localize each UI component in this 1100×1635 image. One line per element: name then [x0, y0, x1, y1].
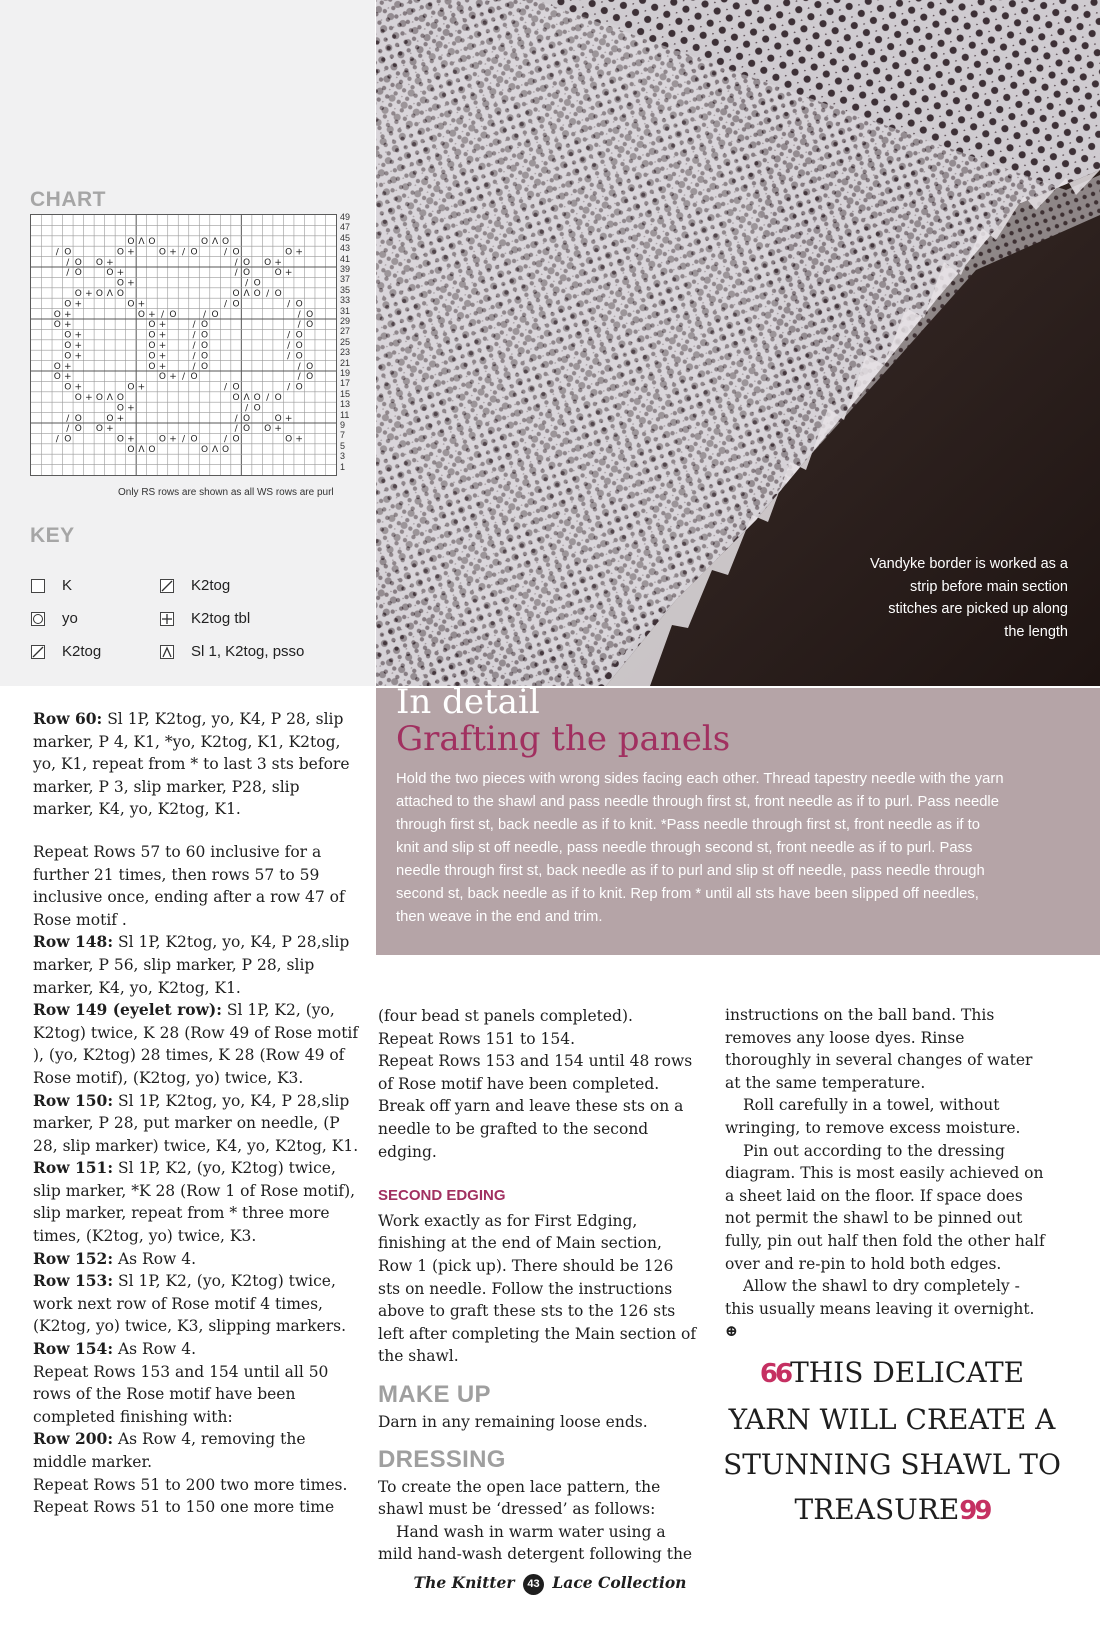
chart-stitch-symbol: O: [200, 445, 209, 455]
chart-stitch-symbol: O: [200, 361, 209, 372]
row-150: [33, 1090, 361, 1158]
chart-stitch-symbol: O: [64, 247, 72, 258]
chart-stitch-symbol: O: [285, 247, 293, 258]
instructions-column-1: [33, 708, 361, 1519]
row-148: [33, 931, 361, 999]
instructions-column-2: [378, 1005, 700, 1566]
close-quote-icon: 99: [959, 1496, 990, 1526]
chart-row-number: 31: [340, 305, 351, 316]
chart-stitch-symbol: O: [243, 257, 251, 268]
chart-heading: CHART: [30, 188, 106, 211]
row-text: Sl 1P, K2, (yo, K2tog) twice, K 28 (Row 49 of Rose motif ), (yo, K2tog) 28 times, K 28 (Row 49 of Rose motif), (K2tog, yo) twice, K3.: [33, 1001, 359, 1087]
chart-stitch-symbol: O: [306, 361, 314, 372]
chart-stitch-symbol: /: [160, 309, 164, 320]
chart-row-number: 47: [340, 222, 351, 233]
chart-stitch-symbol: /: [287, 330, 291, 341]
chart-stitch-symbol: O: [274, 393, 282, 403]
row-label: Row 60:: [33, 709, 103, 728]
chart-stitch-symbol: O: [295, 330, 303, 341]
chart-stitch-symbol: /: [55, 247, 59, 258]
chart-stitch-symbol: O: [64, 299, 72, 310]
chart-stitch-symbol: /: [287, 299, 291, 310]
chart-stitch-symbol: O: [64, 382, 72, 393]
chart-stitch-symbol: /: [234, 424, 238, 435]
chart-stitch-symbol: O: [232, 289, 240, 299]
chart-stitch-symbol: +: [158, 361, 167, 372]
chart-stitch-symbol: /: [266, 393, 270, 403]
row-151: [33, 1157, 361, 1247]
row-label: Row 154:: [33, 1339, 114, 1359]
row-153: [33, 1270, 361, 1338]
row-label: Row 152:: [33, 1248, 114, 1268]
chart-stitch-symbol: /: [203, 309, 207, 320]
chart-stitch-symbol: +: [137, 299, 146, 310]
chart-stitch-symbol: /: [181, 372, 186, 383]
chart-stitch-symbol: O: [295, 351, 303, 362]
chart-stitch-symbol: /: [192, 330, 196, 341]
chart-stitch-symbol: O: [190, 372, 198, 383]
chart-stitch-symbol: +: [169, 372, 177, 383]
chart-stitch-symbol: +: [64, 309, 72, 320]
chart-stitch-symbol: O: [274, 413, 282, 424]
chart-stitch-symbol: /: [287, 351, 291, 362]
chart-stitch-symbol: O: [74, 393, 82, 403]
chart-row-number: 13: [340, 399, 351, 410]
chart-stitch-symbol: O: [64, 341, 72, 351]
k2tog-symbol-icon: [160, 579, 174, 593]
chart-row-number: 11: [340, 409, 350, 420]
in-detail-box: [376, 682, 1100, 955]
chart-stitch-symbol: /: [224, 434, 228, 445]
chart-stitch-symbol: +: [127, 403, 135, 414]
row-label: Row 150:: [33, 1090, 114, 1110]
second-edging-text: Work exactly as for First Edging, finishing at the end of Main section, Row 1 (pick up). There should be 126 sts on needle. Follow the instructions above to graft these sts to the 126 sts left after completing the Main section of the shawl.: [378, 1211, 697, 1366]
row-label: Row 151:: [33, 1158, 114, 1178]
chart-row-number: 37: [340, 274, 351, 285]
chart-stitch-symbol: O: [222, 237, 230, 247]
dressing-heading: DRESSING: [378, 1446, 506, 1474]
row-text: Sl 1P, K2tog, yo, K4, P 28,slip marker, P 56, slip marker, P 28, slip marker, K4, yo, K2tog, K1.: [33, 933, 350, 997]
chart-stitch-symbol: O: [200, 351, 209, 362]
chart-stitch-symbol: /: [66, 424, 70, 435]
row-text: Sl 1P, K2, (yo, K2tog) twice, slip marker, *K 28 (Row 1 of Rose motif), slip marker, repeat from * three more times, (K2tog, yo) twice, K3.: [33, 1159, 356, 1246]
dressing-text: To create the open lace pattern, the shawl must be ‘dressed’ as follows:: [378, 1477, 661, 1519]
chart-stitch-symbol: /: [224, 382, 228, 393]
row-label: Row 153:: [33, 1271, 114, 1291]
chart-stitch-symbol: O: [64, 351, 72, 362]
paragraph: [725, 1275, 1045, 1343]
chart-stitch-symbol: /: [245, 278, 249, 289]
chart-stitch-symbol: /: [192, 351, 196, 362]
key-label: K2tog: [62, 643, 102, 660]
paragraph-text: Allow the shawl to dry completely - this usually means leaving it overnight.: [725, 1277, 1035, 1318]
chart-row-number: 21: [340, 357, 351, 368]
chart-stitch-symbol: +: [148, 309, 156, 320]
chart-stitch-symbol: O: [158, 372, 167, 383]
chart-row-number: 17: [340, 378, 351, 389]
chart-stitch-symbol: /: [245, 403, 249, 414]
chart-stitch-symbol: O: [200, 237, 209, 247]
chart-stitch-symbol: +: [274, 257, 282, 268]
paragraph: instructions on the ball band. This removes any loose dyes. Rinse thoroughly in several changes of water at the same temperature.: [725, 1006, 1033, 1092]
chart-stitch-symbol: +: [137, 382, 146, 393]
key-item-k2tog: [31, 643, 101, 660]
chart-note: Only RS rows are shown as all WS rows are purl: [118, 487, 334, 498]
chart-stitch-symbol: O: [116, 403, 124, 414]
chart-stitch-symbol: O: [232, 434, 240, 445]
chart-stitch-symbol: +: [158, 330, 167, 341]
chart-stitch-symbol: O: [190, 434, 198, 445]
pull-quote-text: THIS DELICATE YARN WILL CREATE A STUNNING SHAWL TO TREASURE: [723, 1356, 1061, 1526]
chart-stitch-symbol: O: [200, 330, 209, 341]
chart-stitch-symbol: /: [55, 434, 59, 445]
chart-row-number: 35: [340, 284, 351, 295]
caret-symbol-icon: [160, 645, 174, 659]
key-label: Sl 1, K2tog, psso: [191, 643, 305, 660]
chart-stitch-symbol: +: [74, 341, 83, 351]
k2tog-symbol-icon: [31, 645, 45, 659]
chart-stitch-symbol: O: [74, 289, 82, 299]
key-label: K: [62, 577, 73, 594]
paragraph: Roll carefully in a towel, without wringing, to remove excess moisture.: [725, 1096, 1021, 1137]
chart-row-number: 15: [340, 388, 351, 399]
chart-stitch-symbol: O: [200, 341, 209, 351]
chart-stitch-symbol: O: [253, 393, 261, 403]
chart-stitch-symbol: /: [66, 257, 70, 268]
chart-row-number: 45: [340, 232, 351, 243]
chart-stitch-symbol: O: [74, 268, 82, 279]
chart-row-number: 43: [340, 243, 351, 254]
photo-caption: Vandyke border is worked as a strip before main section stitches are picked up along the length: [869, 556, 1068, 640]
lace-shawl-photo: [376, 0, 1100, 686]
chart-stitch-symbol: O: [148, 237, 156, 247]
chart-row-number: 39: [340, 264, 351, 274]
chart-stitch-symbol: O: [53, 309, 61, 320]
chart-stitch-symbol: +: [127, 278, 135, 289]
chart-stitch-symbol: O: [285, 434, 293, 445]
chart-stitch-symbol: O: [190, 247, 198, 258]
detail-text: Hold the two pieces with wrong sides facing each other. Thread tapestry needle with the yarn attached to the shawl and pass needle through first st, front needle as if to purl. Pass needle through first st, back needle as if to knit. *Pass needle through first st, front needle as if to knit and slip st off needle, pass needle through second st, front needle as if to purl. Pass needle through first st, back needle as if to purl and slip st off needle, pass needle through second st, back needle as if to knit. Rep from * until all sts have been slipped off needles, then weave in the end and trim.: [396, 771, 1004, 925]
chart-stitch-symbol: O: [127, 237, 135, 247]
chart-stitch-symbol: O: [232, 382, 240, 393]
chart-stitch-symbol: O: [74, 257, 82, 268]
chart-stitch-symbol: +: [274, 424, 282, 435]
chart-stitch-symbol: O: [116, 393, 124, 403]
chart-stitch-symbol: Λ: [138, 237, 145, 247]
chart-stitch-symbol: O: [200, 320, 209, 331]
chart-stitch-symbol: +: [74, 382, 83, 393]
chart-stitch-symbol: O: [169, 309, 177, 320]
row-text: As Row 4.: [113, 1340, 197, 1359]
chart-stitch-symbol: O: [253, 403, 261, 414]
chart-stitch-symbol: +: [158, 320, 167, 331]
row-149: [33, 999, 361, 1089]
chart-stitch-symbol: O: [95, 424, 103, 435]
chart-stitch-symbol: O: [253, 278, 261, 289]
chart-stitch-symbol: +: [284, 413, 293, 424]
chart-row-number: 41: [340, 253, 351, 264]
chart-row-number: 27: [340, 326, 351, 337]
chart-stitch-symbol: O: [232, 393, 240, 403]
chart-stitch-symbol: /: [234, 268, 238, 279]
chart-stitch-symbol: /: [287, 382, 291, 393]
chart-row-number: 5: [340, 440, 346, 451]
chart-stitch-symbol: O: [74, 424, 82, 435]
row-60: [33, 708, 361, 821]
chart-stitch-symbol: O: [148, 351, 156, 362]
repeat-rows-57-60: Repeat Rows 57 to 60 inclusive for a further 21 times, then rows 57 to 59 inclusive once, ending after a row 47 of Rose motif .: [33, 842, 345, 929]
chart-stitch-symbol: O: [243, 413, 251, 424]
chart-stitch-symbol: +: [295, 247, 303, 258]
repeat-rows-51-200: Repeat Rows 51 to 200 two more times.: [33, 1475, 348, 1494]
knit-symbol-icon: [31, 579, 45, 593]
chart-row-number: 7: [340, 430, 346, 441]
key-heading: KEY: [30, 524, 75, 547]
chart-stitch-symbol: Λ: [138, 445, 145, 455]
chart-stitch-symbol: O: [295, 382, 303, 393]
chart-grid-svg: [31, 215, 336, 475]
chart-stitch-symbol: Λ: [211, 445, 219, 455]
row-text: Sl 1P, K2tog, yo, K4, P 28,slip marker, P 28, put marker on needle, (P 28, slip marker) twice, K4, yo, K2tog, K1.: [33, 1091, 359, 1155]
chart-stitch-symbol: +: [295, 434, 303, 445]
chart-stitch-symbol: /: [66, 268, 70, 279]
row-label: Row 200:: [33, 1429, 114, 1449]
chart-stitch-symbol: O: [148, 361, 156, 372]
chart-stitch-symbol: +: [85, 393, 93, 403]
key-item-k2tog-2: [160, 577, 230, 594]
chart-stitch-symbol: O: [106, 268, 114, 279]
chart-stitch-symbol: +: [64, 361, 72, 372]
paragraph: Break off yarn and leave these sts on a needle to be grafted to the second edging.: [378, 1097, 684, 1161]
chart-stitch-symbol: O: [306, 372, 314, 383]
chart-stitch-symbol: /: [297, 361, 301, 372]
chart-stitch-symbol: Λ: [243, 393, 250, 403]
chart-stitch-symbol: Λ: [106, 393, 113, 403]
chart-stitch-symbol: O: [148, 330, 156, 341]
chart-row-number: 3: [340, 451, 346, 462]
chart-stitch-symbol: Λ: [243, 289, 250, 299]
chart-stitch-symbol: /: [192, 341, 196, 351]
chart-stitch-symbol: +: [85, 289, 93, 299]
row-text: As Row 4.: [113, 1249, 197, 1268]
chart-stitch-symbol: O: [74, 413, 82, 424]
chart-stitch-symbol: +: [106, 257, 114, 268]
chart-stitch-symbol: O: [127, 382, 135, 393]
chart-stitch-symbol: O: [116, 289, 124, 299]
chart-stitch-symbol: O: [53, 372, 61, 383]
chart-stitch-symbol: O: [148, 320, 156, 331]
row-label: Row 149 (eyelet row):: [33, 1000, 222, 1020]
chart-stitch-symbol: +: [116, 413, 125, 424]
chart-stitch-symbol: O: [274, 268, 282, 279]
key-label: K2tog tbl: [191, 610, 251, 627]
chart-stitch-symbol: /: [234, 257, 238, 268]
chart-stitch-symbol: O: [295, 341, 303, 351]
chart-stitch-symbol: O: [243, 268, 251, 279]
chart-stitch-symbol: +: [169, 247, 177, 258]
chart-stitch-symbol: O: [274, 289, 282, 299]
end-mark-icon: ⊕: [725, 1321, 738, 1341]
make-up-text: Darn in any remaining loose ends.: [378, 1412, 648, 1431]
chart-stitch-symbol: O: [64, 434, 72, 445]
chart-row-number: 19: [340, 368, 351, 378]
chart-stitch-symbol: O: [106, 413, 114, 424]
paragraph: (four bead st panels completed).: [378, 1007, 633, 1025]
chart-stitch-symbol: O: [127, 299, 135, 310]
chart-stitch-symbol: /: [297, 320, 301, 331]
chart-stitch-symbol: O: [158, 247, 167, 258]
chart-stitch-symbol: O: [243, 424, 251, 435]
chart-stitch-symbol: /: [181, 434, 186, 445]
chart-stitch-symbol: +: [127, 247, 135, 258]
page-footer: [0, 1573, 1100, 1595]
chart-stitch-symbol: /: [266, 289, 270, 299]
instructions-column-3: [725, 1004, 1045, 1343]
chart-stitch-symbol: O: [211, 309, 219, 320]
chart-stitch-symbol: O: [64, 330, 72, 341]
row-text: As Row 4, removing the middle marker.: [33, 1430, 306, 1471]
chart-stitch-symbol: +: [169, 434, 177, 445]
chart-stitch-symbol: +: [64, 320, 72, 331]
open-quote-icon: 66: [759, 1359, 791, 1389]
collection-name: Lace Collection: [552, 1573, 687, 1592]
chart-panel: [0, 0, 375, 686]
detail-subtitle: Grafting the panels: [396, 719, 731, 759]
key-item-yo: [31, 610, 78, 627]
row-text: Sl 1P, K2tog, yo, K4, P 28, slip marker, P 4, K1, *yo, K2tog, K1, K2tog, yo, K1, repeat from * to last 3 sts before marker, P 3, slip marker, P28, slip marker, K4, yo, K2tog, K1.: [33, 710, 350, 819]
row-text: Sl 1P, K2, (yo, K2tog) twice, work next row of Rose motif 4 times, (K2tog, yo) twice, K3, slipping markers.: [33, 1272, 347, 1336]
plus-symbol-icon: [160, 612, 174, 626]
key-label: yo: [62, 610, 78, 627]
paragraph: Pin out according to the dressing diagram. This is most easily achieved on a sheet laid on the floor. If space does not permit the shawl to be pinned out fully, pin out half then fold the other half over and re-pin to hold both edges.: [725, 1141, 1045, 1273]
chart-stitch-symbol: +: [74, 330, 83, 341]
chart-stitch-symbol: Λ: [106, 289, 113, 299]
chart-stitch-symbol: +: [284, 268, 293, 279]
chart-stitch-symbol: O: [95, 289, 103, 299]
chart-stitch-symbol: +: [74, 299, 83, 310]
chart-stitch-symbol: O: [264, 424, 272, 435]
second-edging-heading: SECOND EDGING: [378, 1187, 506, 1205]
chart-stitch-symbol: +: [116, 268, 125, 279]
chart-stitch-symbol: O: [264, 257, 272, 268]
magazine-name: The Knitter: [413, 1573, 515, 1592]
row-154: [33, 1338, 361, 1361]
chart-row-number: 29: [340, 316, 351, 326]
chart-stitch-symbol: O: [306, 309, 314, 320]
knitting-chart: [30, 214, 337, 476]
pull-quote: [722, 1350, 1062, 1534]
chart-stitch-symbol: /: [192, 320, 196, 331]
yo-symbol-icon: [31, 612, 45, 626]
chart-stitch-symbol: O: [116, 434, 124, 445]
chart-stitch-symbol: +: [64, 372, 72, 383]
chart-stitch-symbol: /: [181, 247, 186, 258]
key-item-k2tog-tbl: [160, 610, 250, 627]
chart-stitch-symbol: /: [287, 341, 291, 351]
chart-stitch-symbol: O: [222, 445, 230, 455]
chart-stitch-symbol: O: [127, 445, 135, 455]
row-152: [33, 1248, 361, 1271]
chart-stitch-symbol: O: [53, 320, 61, 331]
chart-row-number: 23: [340, 347, 351, 358]
chart-stitch-symbol: /: [192, 361, 196, 372]
chart-stitch-symbol: O: [306, 320, 314, 331]
chart-stitch-symbol: /: [297, 372, 301, 383]
chart-stitch-symbol: O: [232, 247, 240, 258]
chart-stitch-symbol: O: [295, 299, 303, 310]
chart-row-number: 1: [340, 461, 346, 472]
chart-stitch-symbol: /: [234, 413, 238, 424]
chart-stitch-symbol: O: [158, 434, 167, 445]
key-item-knit: [31, 577, 72, 594]
key-item-sl1-k2tog-psso: [160, 643, 304, 660]
chart-stitch-symbol: Λ: [211, 237, 219, 247]
chart-stitch-symbol: +: [127, 434, 135, 445]
chart-stitch-symbol: O: [148, 341, 156, 351]
paragraph: Repeat Rows 151 to 154.: [378, 1029, 575, 1048]
chart-stitch-symbol: +: [106, 424, 114, 435]
chart-stitch-symbol: /: [297, 309, 301, 320]
page-number: 43: [523, 1574, 544, 1595]
key-label: K2tog: [191, 577, 231, 594]
chart-stitch-symbol: /: [224, 247, 228, 258]
chart-stitch-symbol: O: [232, 299, 240, 310]
chart-stitch-symbol: O: [95, 393, 103, 403]
row-200: [33, 1428, 361, 1473]
chart-stitch-symbol: /: [224, 299, 228, 310]
chart-stitch-symbol: O: [116, 278, 124, 289]
make-up-heading: MAKE UP: [378, 1380, 491, 1408]
chart-stitch-symbol: O: [253, 289, 261, 299]
detail-title: In detail: [396, 682, 540, 722]
chart-row-number: 33: [340, 295, 351, 306]
chart-stitch-symbol: +: [74, 351, 83, 362]
chart-stitch-symbol: O: [95, 257, 103, 268]
chart-stitch-symbol: /: [66, 413, 70, 424]
chart-stitch-symbol: O: [148, 445, 156, 455]
chart-stitch-symbol: O: [53, 361, 61, 372]
paragraph: Repeat Rows 153 and 154 until 48 rows of Rose motif have been completed.: [378, 1052, 693, 1093]
dressing-text-continued: Hand wash in warm water using a mild hand-wash detergent following the: [378, 1522, 693, 1564]
row-label: Row 148:: [33, 932, 114, 952]
repeat-rows-153-154: Repeat Rows 153 and 154 until all 50 rows of the Rose motif have been completed finishing with:: [33, 1362, 329, 1426]
chart-stitch-symbol: +: [158, 341, 167, 351]
chart-row-number: 9: [340, 420, 346, 430]
chart-row-number: 49: [340, 212, 351, 222]
chart-stitch-symbol: O: [116, 247, 124, 258]
chart-stitch-symbol: O: [137, 309, 145, 320]
chart-stitch-symbol: +: [158, 351, 167, 362]
chart-row-number: 25: [340, 336, 351, 347]
repeat-rows-51-150: Repeat Rows 51 to 150 one more time: [33, 1498, 335, 1517]
